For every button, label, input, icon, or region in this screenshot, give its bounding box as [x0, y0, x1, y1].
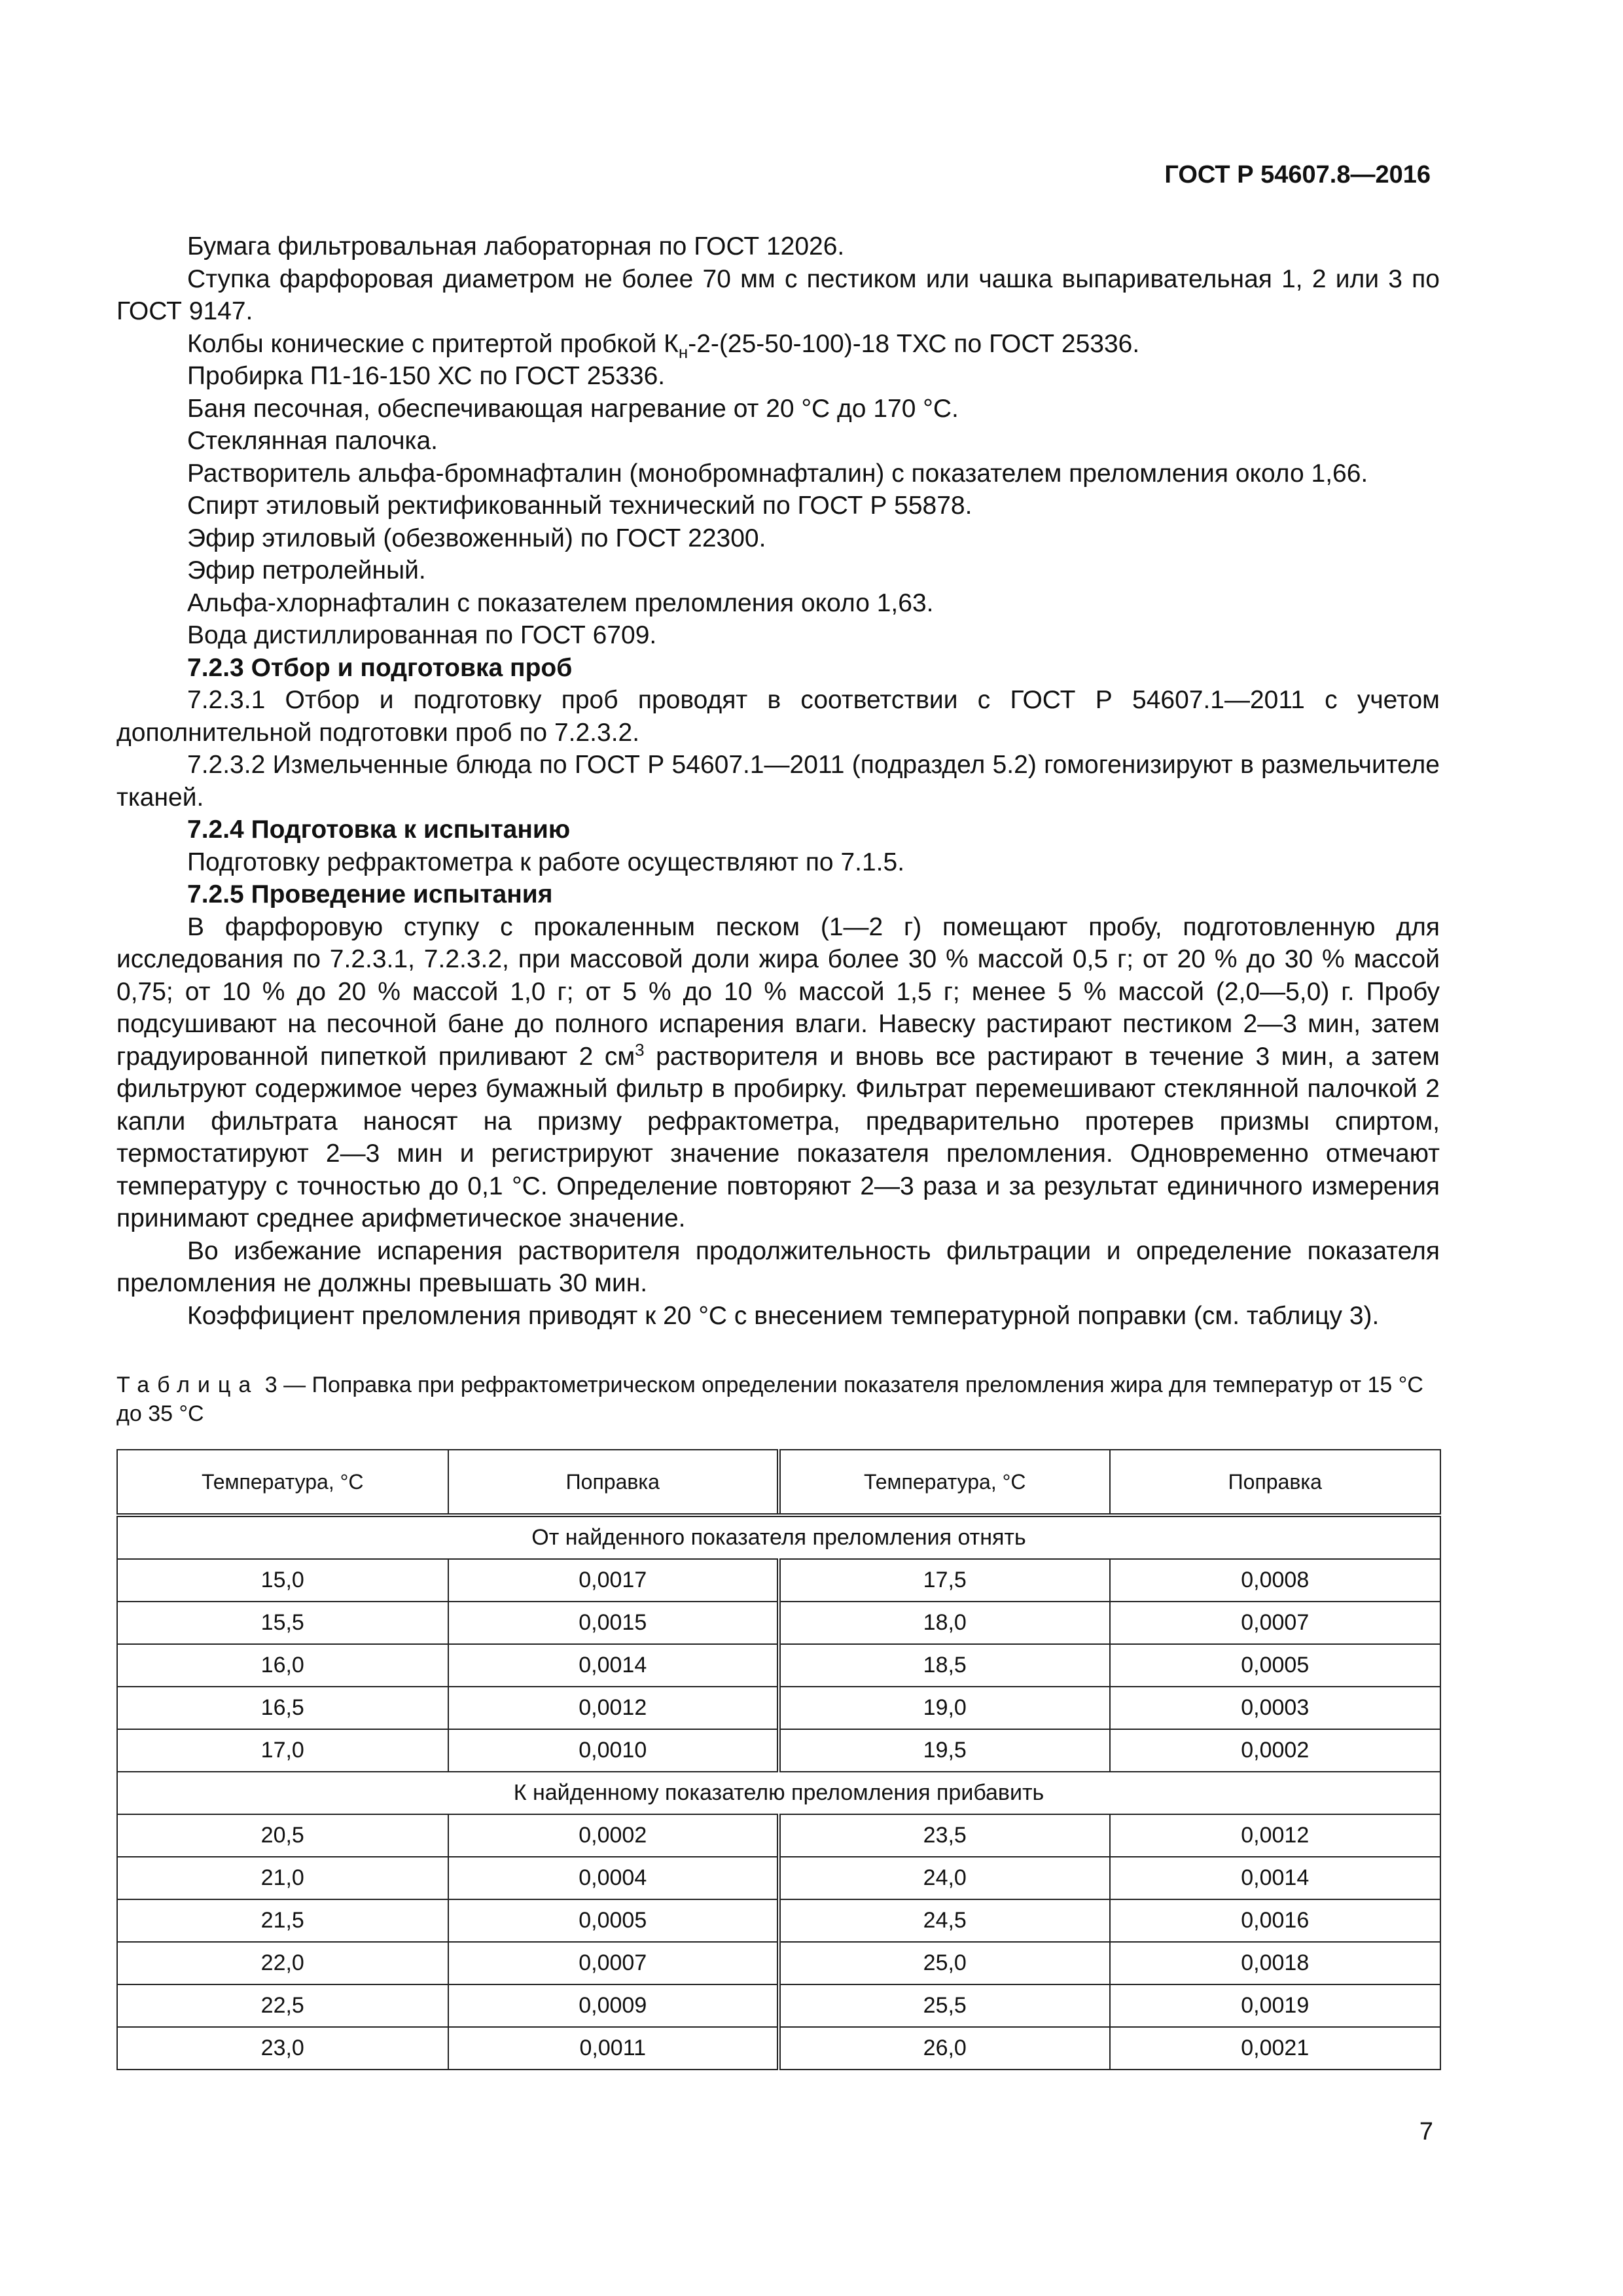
paragraph: Спирт этиловый ректификованный технический по ГОСТ Р 55878. — [187, 492, 972, 520]
paragraph — [116, 328, 1440, 361]
table-row — [117, 1559, 1440, 1602]
table-row — [117, 1984, 1440, 2027]
subscript: н — [678, 342, 688, 362]
table-row — [117, 1687, 1440, 1729]
temperature-cell: 15,0 — [117, 1559, 448, 1602]
section-label: От найденного показателя преломления отнять — [117, 1515, 1440, 1559]
correction-cell: 0,0012 — [448, 1687, 779, 1729]
table-row — [117, 1644, 1440, 1687]
paragraph: Эфир этиловый (обезвоженный) по ГОСТ 22300. — [187, 524, 766, 552]
table-section-row — [117, 1772, 1440, 1814]
table-row — [117, 2027, 1440, 2070]
correction-cell: 0,0012 — [1110, 1814, 1441, 1857]
paragraph: Альфа-хлорнафталин с показателем преломления около 1,63. — [187, 588, 934, 617]
paragraph: Подготовку рефрактометра к работе осуществляют по 7.1.5. — [187, 848, 905, 876]
correction-cell: 0,0010 — [448, 1729, 779, 1772]
correction-cell: 0,0015 — [448, 1602, 779, 1644]
text-span: растворителя и вновь все растирают в течение 3 мин, а затем фильтруют содержимое через бумажный фильтр в пробирку. Фильтрат перемешивают стеклянной палочкой 2 капли фильтрата наносят на призму рефрактометра, предварительно протерев призмы спиртом, термостатируют 2—3 мин и регистрируют значение показателя преломления. Одновременно отмечают температуру с точностью до 0,1 °С. Определение повторяют 2—3 раза и за результат единичного измерения принимают среднее арифметическое значение. — [116, 1042, 1440, 1232]
paragraph: Эфир петролейный. — [187, 556, 426, 584]
table-row — [117, 1602, 1440, 1644]
section-heading: 7.2.4 Подготовка к испытанию — [187, 816, 571, 844]
text-span: -2-(25-50-100)-18 ТХС по ГОСТ 25336. — [688, 329, 1140, 358]
paragraph: 7.2.3.2 Измельченные блюда по ГОСТ Р 54607.1—2011 (подраздел 5.2) гомогенизируют в размельчителе тканей. — [116, 751, 1440, 812]
paragraph: Ступка фарфоровая диаметром не более 70 мм с пестиком или чашка выпаривательная 1, 2 или 3 по ГОСТ 9147. — [116, 264, 1440, 325]
text-span: В фарфоровую ступку с прокаленным песком (1—2 г) помещают пробу, подготовленную для исследования по 7.2.3.1, 7.2.3.2, при массовой доли жира более 30 % массой 0,5 г; от 20 % до 30 % массой 0,75; от 10 % до 20 % массой 1,0 г; от 5 % до 10 % массой 1,5 г; менее 5 % массой (2,0—5,0) г. Пробу подсушивают на песочной бане до полного испарения влаги. Навеску растирают пестиком 2—3 мин, затем градуированной пипеткой приливают 2 см — [116, 912, 1440, 1071]
temperature-cell: 19,0 — [779, 1687, 1110, 1729]
temperature-cell: 21,0 — [117, 1857, 448, 1899]
correction-cell: 0,0014 — [448, 1644, 779, 1687]
temperature-cell: 18,5 — [779, 1644, 1110, 1687]
temperature-cell: 23,5 — [779, 1814, 1110, 1857]
body-text — [116, 230, 1440, 1332]
column-header: Температура, °С — [779, 1450, 1110, 1515]
correction-cell: 0,0007 — [448, 1942, 779, 1984]
table-row — [117, 1899, 1440, 1942]
paragraph: Во избежание испарения растворителя продолжительность фильтрации и определение показателя преломления не должны превышать 30 мин. — [116, 1236, 1440, 1297]
column-header: Поправка — [448, 1450, 779, 1515]
caption-label: Таблица — [116, 1372, 259, 1397]
page-number: 7 — [1419, 2118, 1433, 2145]
correction-cell: 0,0017 — [448, 1559, 779, 1602]
paragraph: Стеклянная палочка. — [187, 427, 438, 455]
table-body — [117, 1515, 1440, 2070]
temperature-cell: 16,5 — [117, 1687, 448, 1729]
section-label: К найденному показателю преломления прибавить — [117, 1772, 1440, 1814]
temperature-cell: 25,0 — [779, 1942, 1110, 1984]
correction-cell: 0,0021 — [1110, 2027, 1441, 2070]
paragraph: 7.2.3.1 Отбор и подготовку проб проводят в соответствии с ГОСТ Р 54607.1—2011 с учетом дополнительной подготовки проб по 7.2.3.2. — [116, 686, 1440, 747]
temperature-cell: 17,0 — [117, 1729, 448, 1772]
paragraph — [116, 911, 1440, 1235]
section-heading: 7.2.5 Проведение испытания — [187, 880, 553, 908]
table-row — [117, 1729, 1440, 1772]
correction-cell: 0,0004 — [448, 1857, 779, 1899]
paragraph: Растворитель альфа-бромнафталин (монобромнафталин) с показателем преломления около 1,66. — [187, 459, 1368, 488]
temperature-cell: 17,5 — [779, 1559, 1110, 1602]
table-header-row — [117, 1450, 1440, 1515]
temperature-cell: 20,5 — [117, 1814, 448, 1857]
temperature-cell: 24,0 — [779, 1857, 1110, 1899]
table-row — [117, 1857, 1440, 1899]
temperature-cell: 22,0 — [117, 1942, 448, 1984]
caption-text: 3 — Поправка при рефрактометрическом определении показателя преломления жира для температур от 15 °С до 35 °С — [116, 1372, 1423, 1426]
table-row — [117, 1942, 1440, 1984]
temperature-cell: 25,5 — [779, 1984, 1110, 2027]
superscript: 3 — [635, 1039, 645, 1060]
temperature-cell: 23,0 — [117, 2027, 448, 2070]
paragraph: Пробирка П1-16-150 ХС по ГОСТ 25336. — [187, 362, 666, 390]
document-id: ГОСТ Р 54607.8—2016 — [1164, 161, 1431, 188]
correction-cell: 0,0016 — [1110, 1899, 1441, 1942]
table-section-row — [117, 1515, 1440, 1559]
correction-cell: 0,0003 — [1110, 1687, 1441, 1729]
correction-table — [116, 1449, 1441, 2070]
correction-cell: 0,0002 — [448, 1814, 779, 1857]
temperature-cell: 24,5 — [779, 1899, 1110, 1942]
temperature-cell: 18,0 — [779, 1602, 1110, 1644]
temperature-cell: 26,0 — [779, 2027, 1110, 2070]
table-row — [117, 1814, 1440, 1857]
correction-cell: 0,0019 — [1110, 1984, 1441, 2027]
temperature-cell: 16,0 — [117, 1644, 448, 1687]
table-caption — [116, 1371, 1440, 1428]
correction-cell: 0,0014 — [1110, 1857, 1441, 1899]
temperature-cell: 15,5 — [117, 1602, 448, 1644]
temperature-cell: 22,5 — [117, 1984, 448, 2027]
correction-cell: 0,0005 — [1110, 1644, 1441, 1687]
correction-cell: 0,0018 — [1110, 1942, 1441, 1984]
correction-cell: 0,0008 — [1110, 1559, 1441, 1602]
temperature-cell: 21,5 — [117, 1899, 448, 1942]
temperature-cell: 19,5 — [779, 1729, 1110, 1772]
correction-cell: 0,0009 — [448, 1984, 779, 2027]
correction-cell: 0,0007 — [1110, 1602, 1441, 1644]
paragraph: Коэффициент преломления приводят к 20 °С с внесением температурной поправки (см. таблицу 3). — [187, 1301, 1380, 1330]
column-header: Температура, °С — [117, 1450, 448, 1515]
paragraph: Вода дистиллированная по ГОСТ 6709. — [187, 621, 657, 649]
correction-cell: 0,0011 — [448, 2027, 779, 2070]
text-span: Колбы конические с притертой пробкой К — [187, 329, 679, 358]
correction-cell: 0,0002 — [1110, 1729, 1441, 1772]
correction-cell: 0,0005 — [448, 1899, 779, 1942]
column-header: Поправка — [1110, 1450, 1441, 1515]
paragraph: Бумага фильтровальная лабораторная по ГОСТ 12026. — [187, 232, 845, 260]
section-heading: 7.2.3 Отбор и подготовка проб — [187, 653, 573, 682]
paragraph: Баня песочная, обеспечивающая нагревание от 20 °С до 170 °С. — [187, 394, 959, 423]
